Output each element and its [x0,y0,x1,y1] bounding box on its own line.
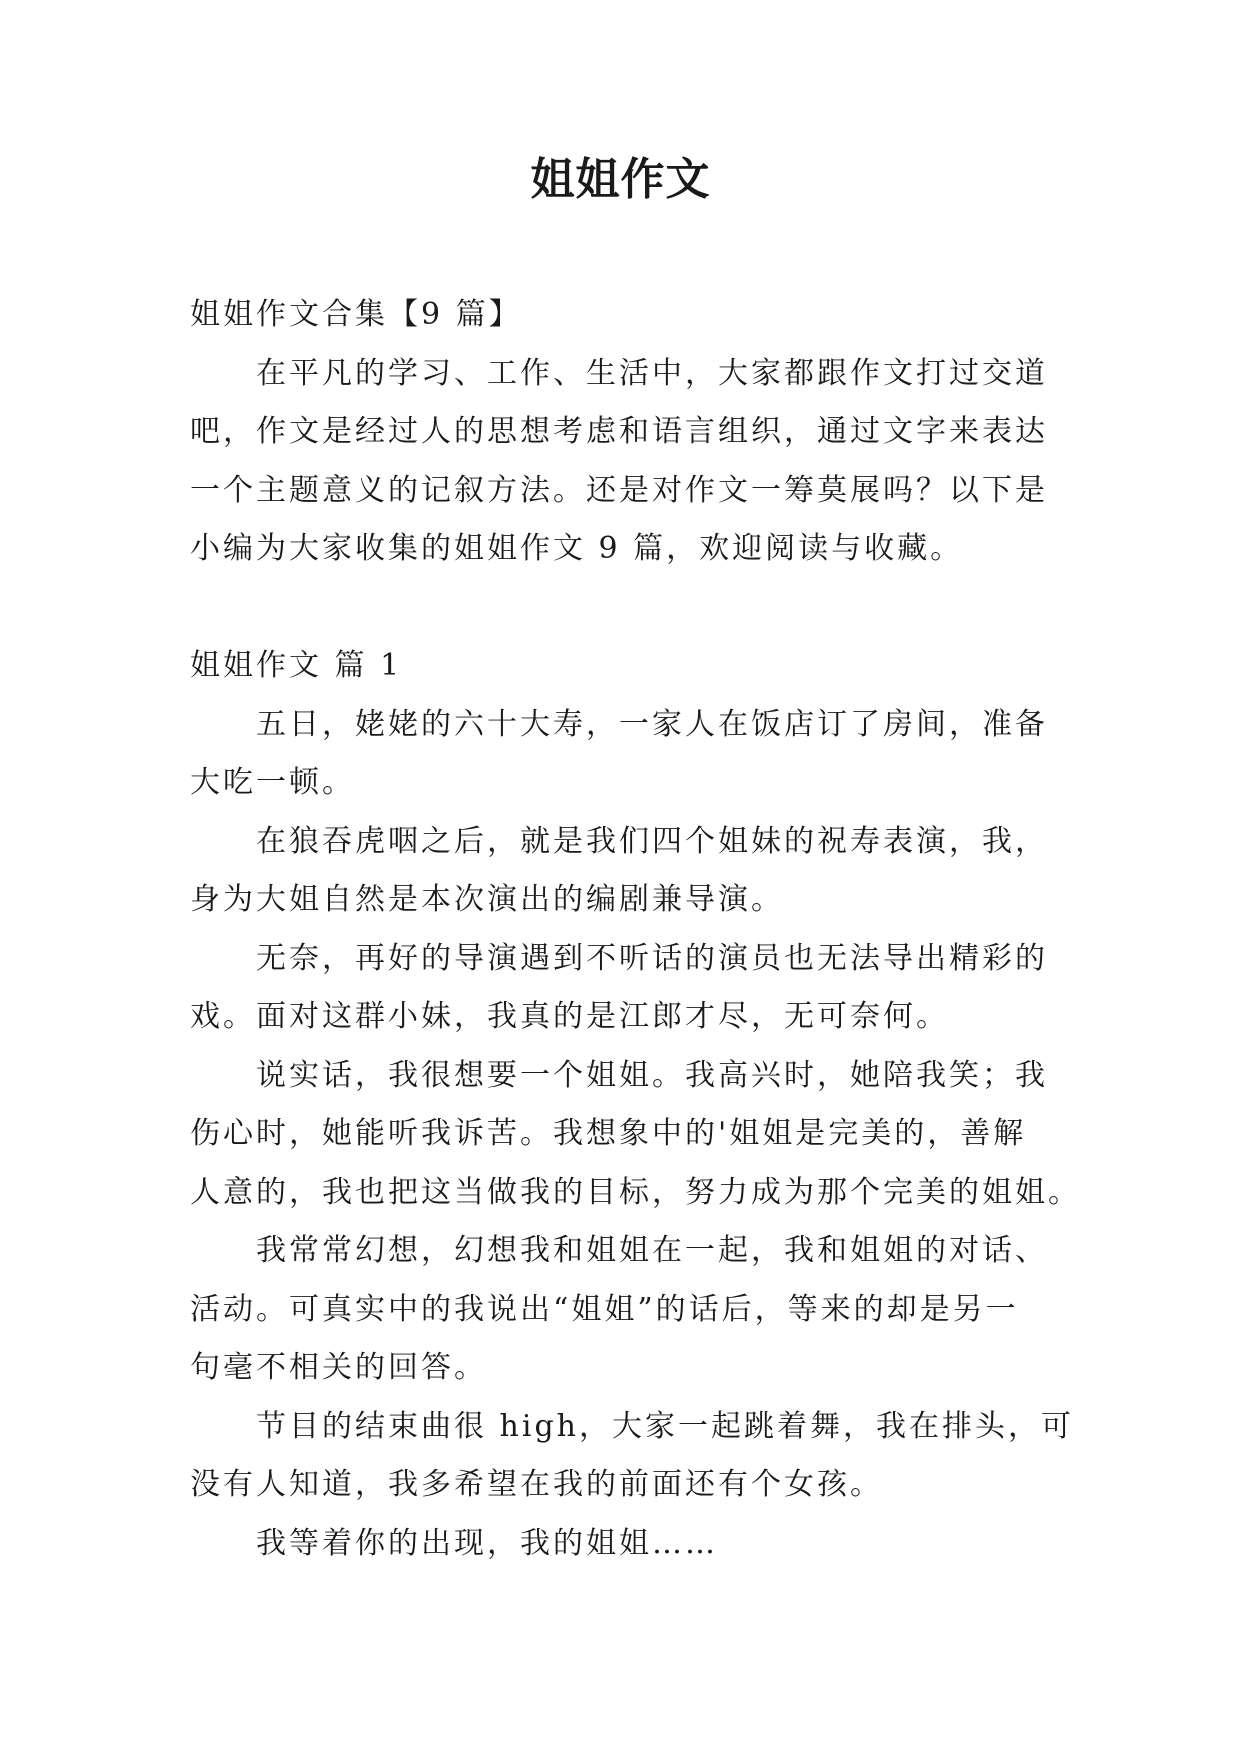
paragraph-line: 无奈，再好的导演遇到不听话的演员也无法导出精彩的 [256,940,1048,976]
paragraph-line: 伤心时，她能听我诉苦。我想象中的'姐姐是完美的，善解 [190,1116,1027,1151]
intro-line: 吧，作文是经过人的思想考虑和语言组织，通过文字来表达 [190,414,1048,449]
paragraph-line: 五日，姥姥的六十大寿，一家人在饭店订了房间，准备 [256,706,1048,742]
document-title: 姐姐作文 [530,154,711,205]
paragraph-line: 说实话，我很想要一个姐姐。我高兴时，她陪我笑；我 [256,1057,1048,1093]
paragraph-line: 我等着你的出现，我的姐姐…… [256,1525,718,1561]
intro-line: 一个主题意义的记叙方法。还是对作文一筹莫展吗？以下是 [190,472,1048,508]
paragraph-line: 活动。可真实中的我说出“姐姐”的话后，等来的却是另一 [190,1291,1019,1327]
paragraph-line: 人意的，我也把这当做我的目标，努力成为那个完美的姐姐。 [190,1174,1081,1210]
paragraph-line: 戏。面对这群小妹，我真的是江郎才尽，无可奈何。 [190,999,949,1034]
spacer [190,579,1060,638]
paragraph-line: 身为大姐自然是本次演出的编剧兼导演。 [190,882,784,917]
paragraph-line: 没有人知道，我多希望在我的前面还有个女孩。 [190,1467,883,1502]
document-body [190,286,1081,1573]
paragraph-line: 大吃一顿。 [190,765,355,800]
paragraph-line: 我常常幻想，幻想我和姐姐在一起，我和姐姐的对话、 [256,1233,1048,1268]
paragraph-line: 节目的结束曲很 high，大家一起跳着舞，我在排头，可 [256,1408,1074,1444]
paragraph-line: 句毫不相关的回答。 [190,1350,487,1385]
paragraph-line: 在狼吞虎咽之后，就是我们四个姐妹的祝寿表演，我， [256,823,1048,859]
section-heading: 姐姐作文 篇 1 [190,648,403,683]
intro-line: 小编为大家收集的姐姐作文 9 篇，欢迎阅读与收藏。 [190,531,964,566]
intro-line: 在平凡的学习、工作、生活中，大家都跟作文打过交道 [256,355,1048,391]
collection-heading: 姐姐作文合集【9 篇】 [190,297,522,332]
